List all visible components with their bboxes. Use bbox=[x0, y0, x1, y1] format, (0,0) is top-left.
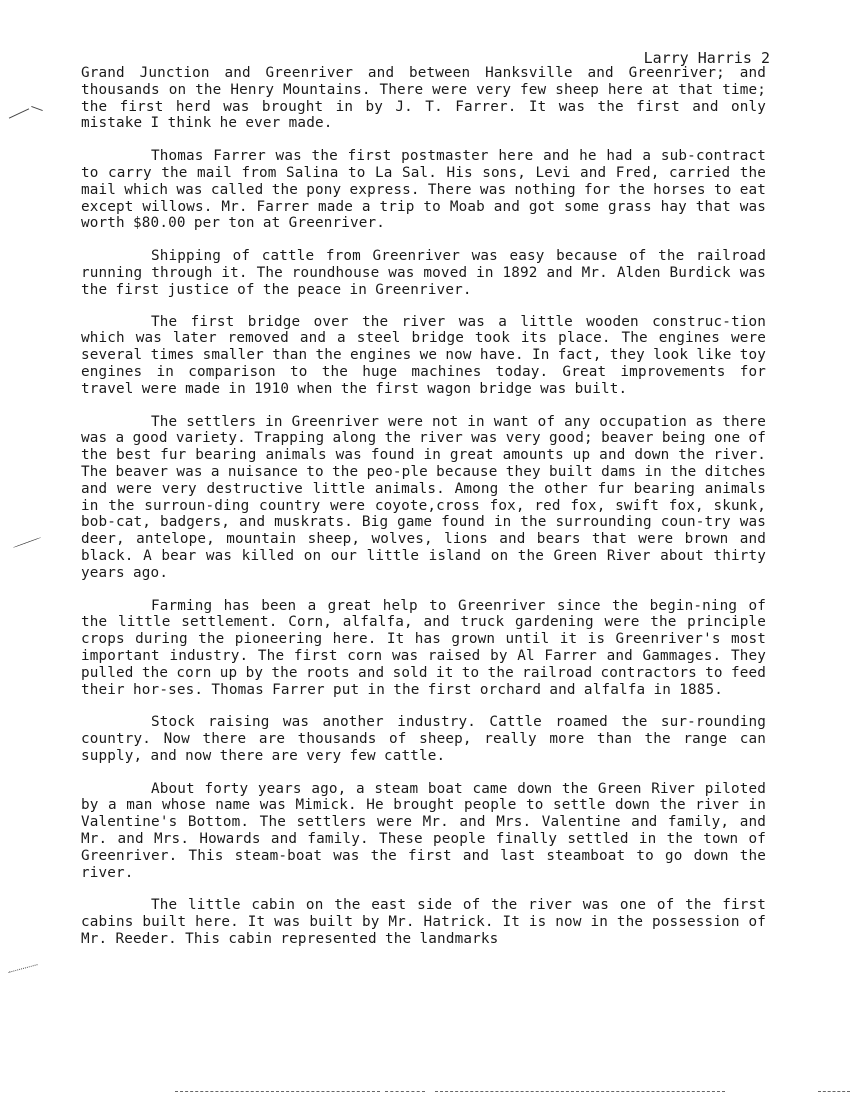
paragraph-postmaster: Thomas Farrer was the first postmaster here and he had a sub-contract to carry the mail from Salina to La Sal. His sons, Levi and Fred, carried the mail which was called the pony express. There was nothing for the horses to eat except willows. Mr. Farrer made a trip to Moab and got some grass hay that was worth $80.00 per ton at Greenriver. bbox=[81, 148, 766, 232]
page-header bbox=[626, 31, 771, 67]
paragraph-cattle-shipping: Shipping of cattle from Greenriver was easy because of the railroad running through it. The roundhouse was moved in 1892 and Mr. Alden Burdick was the first justice of the peace in Greenriver. bbox=[81, 248, 766, 298]
paragraph-steamboat: About forty years ago, a steam boat came down the Green River piloted by a man whose name was Mimick. He brought people to settle down the river in Valentine's Bottom. The settlers were Mr. and Mrs. Valentine and family, and Mr. and Mrs. Howards and family. These people finally settled in the town of Greenriver. This steam-boat was the first and last steamboat to go down the river. bbox=[81, 780, 766, 881]
margin-pencil-mark bbox=[9, 108, 29, 118]
paragraph-livestock: Grand Junction and Greenriver and between Hanksville and Greenriver; and thousands on the Henry Mountains. There were very few sheep here at that time; the first herd was brought in by J. T. Farrer. It was the first and only mistake I think he ever made. bbox=[81, 65, 766, 132]
bottom-scan-artifact bbox=[175, 1091, 380, 1092]
bottom-scan-artifact bbox=[385, 1091, 425, 1092]
margin-pencil-mark bbox=[8, 964, 37, 973]
bottom-scan-artifact bbox=[435, 1091, 725, 1092]
document-body bbox=[81, 65, 766, 948]
paragraph-trapping: The settlers in Greenriver were not in want of any occupation as there was a good variety. Trapping along the river was very good; beaver being one of the best fur bearing animals was found in great amounts up and down the river. The beaver was a nuisance to the peo-ple because they built dams in the ditches and were very destructive little animals. Among the other fur bearing animals in the surroun-ding country were coyote,cross fox, red fox, swift fox, skunk, bob-cat, badgers, and muskrats. Big game found in the surrounding coun-try was deer, antelope, mountain sheep, wolves, lions and bears that were brown and black. A bear was killed on our little island on the Green River about thirty years ago. bbox=[81, 413, 766, 581]
paragraph-farming: Farming has been a great help to Greenriver since the begin-ning of the little settlement. Corn, alfalfa, and truck gardening were the principle crops during the pioneering here. It has grown until it is Greenriver's most important industry. The first corn was raised by Al Farrer and Gammages. They pulled the corn up by the roots and sold it to the railroad contractors to feed their hor-ses. Thomas Farrer put in the first orchard and alfalfa in 1885. bbox=[81, 597, 766, 698]
margin-pencil-mark bbox=[31, 106, 43, 111]
paragraph-stock-raising: Stock raising was another industry. Cattle roamed the sur-rounding country. Now there are thousands of sheep, really more than the range can supply, and now there are very few cattle. bbox=[81, 714, 766, 764]
page-label: Larry Harris 2 bbox=[643, 49, 770, 67]
bottom-scan-artifact bbox=[818, 1091, 850, 1092]
paragraph-first-bridge: The first bridge over the river was a little wooden construc-tion which was later removed and a steel bridge took its place. The engines were several times smaller than the engines we now have. In fact, they look like toy engines in comparison to the huge machines today. Great improvements for travel were made in 1910 when the first wagon bridge was built. bbox=[81, 313, 766, 397]
paragraph-cabin: The little cabin on the east side of the river was one of the first cabins built here. It was built by Mr. Hatrick. It is now in the possession of Mr. Reeder. This cabin represented the landmarks bbox=[81, 897, 766, 948]
margin-pencil-mark bbox=[13, 537, 42, 548]
